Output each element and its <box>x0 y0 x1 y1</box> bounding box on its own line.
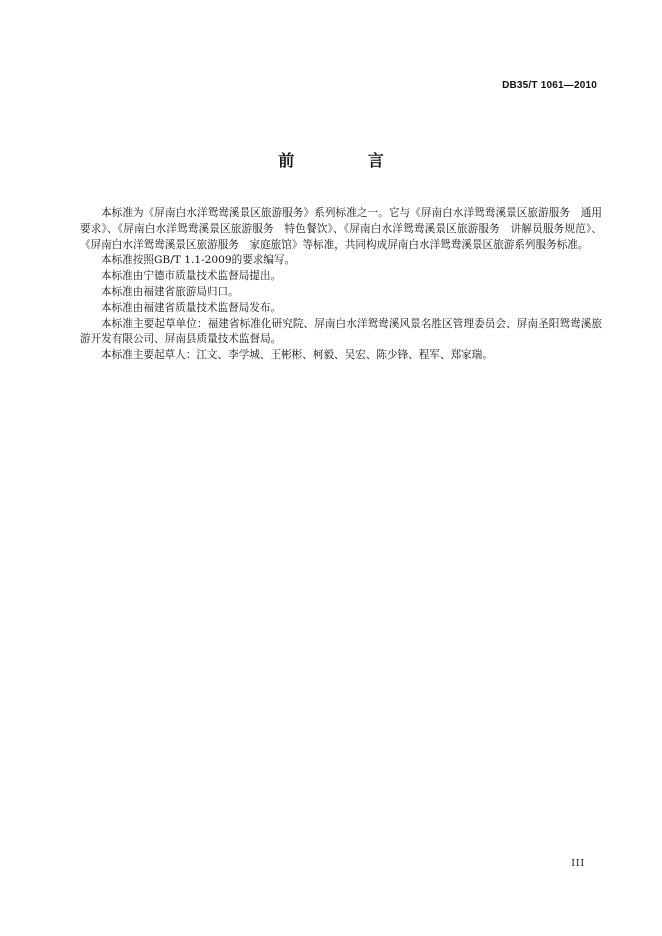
paragraph-centralized-unit: 本标准由福建省旅游局归口。 <box>101 285 239 298</box>
paragraph-drafting-rules: 本标准按照GB/T 1.1-2009的要求编写。 <box>101 254 296 267</box>
foreword-body <box>80 206 602 364</box>
paragraph-proposer: 本标准由宁德市质量技术监督局提出。 <box>101 270 282 283</box>
page-number: III <box>571 859 585 869</box>
paragraph-series-description: 本标准为《屏南白水洋鸳鸯溪景区旅游服务》系列标准之一。它与《屏南白水洋鸳鸯溪景区旅游服务 通用要求》、《屏南白水洋鸳鸯溪景区旅游服务 特色餐饮》、《屏南白水洋鸳鸯溪景区旅游服务 讲解员服务规范》、《屏南白水洋鸳鸯溪景区旅游服务 家庭旅馆》等标准，共同构成屏南白水洋鸳鸯溪景区旅游系列服务标准。 <box>80 207 602 251</box>
paragraph-drafting-organizations: 本标准主要起草单位：福建省标准化研究院、屏南白水洋鸳鸯溪风景名胜区管理委员会、屏南圣阳鸳鸯溪旅游开发有限公司、屏南县质量技术监督局。 <box>80 317 602 346</box>
paragraph-drafters: 本标准主要起草人：江文、李学城、王彬彬、柯毅、吴宏、陈少锋、程军、郑家瑞。 <box>101 349 493 362</box>
paragraph-publisher: 本标准由福建省质量技术监督局发布。 <box>101 301 282 314</box>
document-code: DB35/T 1061—2010 <box>502 80 597 91</box>
page-title: 前 言 <box>278 151 418 170</box>
